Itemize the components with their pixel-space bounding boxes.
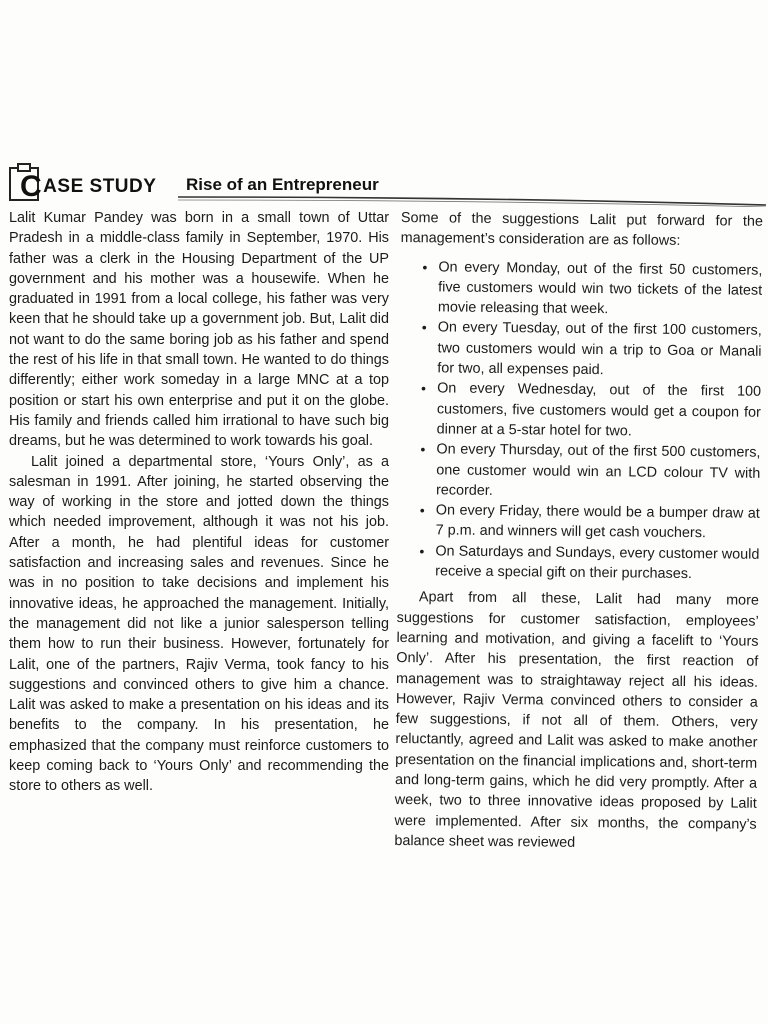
right-column xyxy=(394,208,763,855)
list-item: • On every Thursday, out of the first 500 customers, one customer would win an LCD colour TV with recorder. xyxy=(420,439,761,503)
case-study-label: CASE STUDY xyxy=(20,170,157,203)
list-item: • On every Monday, out of the first 50 customers, five customers would win two tickets of the latest movie releasing that week. xyxy=(422,257,763,321)
left-column xyxy=(9,208,389,797)
title-underline xyxy=(178,193,766,207)
list-item: • On every Wednesday, out of the first 100 customers, five customers would get a coupon for dinner at a 5-star hotel for two. xyxy=(421,379,762,443)
body-paragraph-2: Lalit joined a departmental store, ‘Yours Only’, as a salesman in 1991. After joining, he started observing the way of working in the store and jotted down the things which needed improvement, although it was not his job. After a month, he had plentiful ideas for customer satisfaction and increasing sales and revenues. Since he was in no position to take decisions and implement his innovative ideas, he approached the management. Initially, the management did not like a junior salesperson telling them how to run their business. However, fortunately for Lalit, one of the partners, Rajiv Verma, took fancy to his suggestions and convinced others to give him a chance. Lalit was asked to make a presentation on his ideas and its benefits to the company. In his presentation, he emphasized that the company must reinforce customers to keep coming back to ‘Yours Only’ and recommending the store to others as well. xyxy=(9,453,389,795)
list-item: • On every Tuesday, out of the first 100 customers, two customers would win a trip to Goa or Manali for two, all expenses paid. xyxy=(421,318,762,382)
suggestions-list xyxy=(397,257,762,586)
list-item: • On Saturdays and Sundays, every customer would receive a special gift on their purchases. xyxy=(419,541,759,585)
body-paragraph-1: Lalit Kumar Pandey was born in a small town of Uttar Pradesh in a middle-class family in September, 1970. His father was a clerk in the Housing Department of the UP government and his mother was a housewife. When he graduated in 1991 from a local college, his father was very keen that he should take up a government job. But, Lalit did not want to do the same boring job as his father and spend the rest of his life in that small town. He wanted to do things differently; either work someday in a large MNC at a top position or start his own enterprise and put it on the globe. His family and friends called him irrational to have such big dreams, but he was determined to work towards his goal. xyxy=(9,210,389,450)
case-study-title: Rise of an Entrepreneur xyxy=(186,175,379,194)
list-item: • On every Friday, there would be a bumper draw at 7 p.m. and winners will get cash vouchers. xyxy=(420,500,760,544)
body-paragraph-3: Apart from all these, Lalit had many more suggestions for customer satisfaction, employees’ learning and motivation, and giving a facelift to ‘Yours Only’. After his presentation, the first reaction of management was to straightaway reject all his ideas. However, Rajiv Verma convinced others to consider a few suggestions, if not all of them. Others, very reluctantly, agreed and Lalit was asked to make another presentation on the financial implications and, short-term and long-term gains, which he did very promptly. After a week, two to three innovative ideas proposed by Lalit were implemented. After six months, the company’s balance sheet was reviewed xyxy=(394,589,759,851)
suggestions-intro: Some of the suggestions Lalit put forward for the management’s consideration are as follows: xyxy=(400,209,763,250)
